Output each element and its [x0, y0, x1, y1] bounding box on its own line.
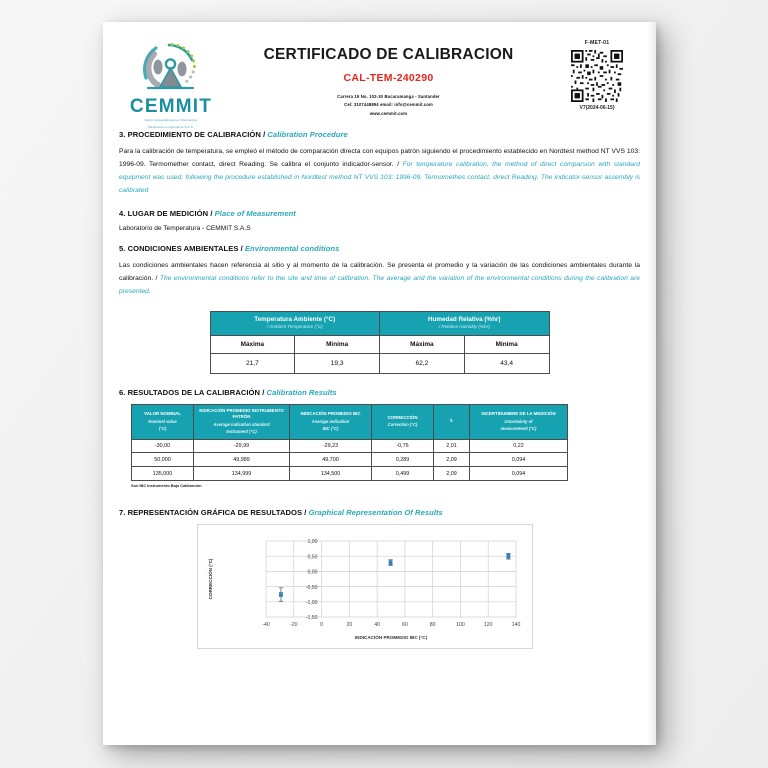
contact-website: www.cemmit.com	[369, 110, 408, 116]
temp-group-en: / Ambient Temperature (°C)	[266, 324, 323, 330]
table-header-row	[132, 404, 568, 439]
col-uncertainty	[470, 404, 568, 439]
results-footnote: Son IBC Instrumento Bajo Calibración	[131, 482, 202, 488]
col-ibc-indication	[290, 404, 372, 439]
col0-line1: VALOR NOMINAL	[144, 411, 181, 417]
temp-max-value: 21,7	[210, 353, 295, 373]
col5-en: Uncertainty of	[504, 418, 533, 424]
sep: /	[208, 209, 215, 219]
form-code: F-MET-01	[584, 40, 610, 46]
col1-line1: INDICACIÓN PROMEDIO	[199, 407, 251, 413]
humidity-max-value: 62,2	[380, 353, 465, 373]
contact-address: Carrera 19 No. 102-30 Bucaramanga - Santander	[337, 94, 440, 99]
cell-correction: -0,76	[372, 439, 434, 453]
cemmit-gauge-icon	[136, 38, 206, 96]
col3-line1: CORRECCIÓN	[387, 414, 418, 420]
section-7-title-en: Graphical Representation Of Results	[308, 507, 443, 517]
col2-line2: PROMEDIO IBC	[327, 411, 361, 417]
section-7-title-es: 7. REPRESENTACIÓN GRÁFICA DE RESULTADOS	[119, 507, 303, 517]
svg-text:-40: -40	[262, 621, 270, 628]
sep: /	[238, 244, 245, 254]
temp-group-es: Temperatura Ambiente (°C)	[254, 316, 336, 324]
contact-phone-email: Cel: 3107448894 email: info@cemmit.com	[344, 102, 433, 108]
cell-nominal: -30,00	[132, 439, 194, 453]
svg-text:CORRECCIÓN (°C): CORRECCIÓN (°C)	[208, 558, 213, 600]
col-k-factor	[434, 404, 470, 439]
col2-en: Average indication	[311, 418, 350, 424]
col5-line2: MEDICIÓN	[533, 411, 556, 417]
cell-correction: 0,289	[372, 453, 434, 467]
cell-ibc: 134,500	[290, 467, 372, 481]
humidity-group-en: / Relative Humidity (%hr)	[438, 324, 490, 330]
certificate-page	[103, 22, 656, 745]
humidity-min-value: 43,4	[464, 353, 549, 373]
section-3-title-es: 3. PROCEDIMIENTO DE CALIBRACIÓN	[119, 130, 261, 139]
table-row	[132, 467, 568, 481]
cell-standard: 134,999	[194, 467, 290, 481]
col1-en: Average indication standard	[213, 422, 270, 428]
cell-k: 2,09	[434, 453, 470, 467]
section-5-body-en: The environmental conditions refer to the site and time of calibration. The average and the variation of the environmental conditions during the calibration are presented.	[119, 275, 641, 296]
cell-ibc: 49,700	[290, 453, 372, 467]
svg-text:0,00: 0,00	[307, 569, 318, 576]
cell-uncertainty: 0,094	[470, 467, 568, 481]
svg-text:120: 120	[483, 621, 493, 628]
cell-standard: -29,99	[194, 439, 290, 453]
col2-unit: IBC (°C)	[322, 426, 339, 431]
cell-uncertainty: 0,094	[470, 453, 568, 467]
svg-text:60: 60	[401, 621, 408, 628]
cell-ibc: -29,23	[290, 439, 372, 453]
correction-scatter-plot	[198, 525, 532, 648]
humidity-group-es: Humedad Relativa (%hr)	[428, 316, 501, 324]
section-3-body-en: For temperature calibration, the method of direct comparsion with standard equipment was used, following the procedure established in Nordtest method NT VVS 103: 1996-09. Termomethes contact, direct Reading. The indicator-sensor assembly is calibrated	[119, 160, 640, 194]
col-correction	[372, 404, 434, 439]
header-center	[223, 34, 554, 118]
cell-standard: 49,989	[194, 453, 290, 467]
col2-line1: INDICACIÓN	[300, 411, 327, 417]
col5-line1: INCERTIDUMBRE DE LA	[481, 411, 533, 417]
environmental-table-wrapper	[119, 311, 640, 374]
company-logo	[119, 34, 223, 129]
section-3-title-en: Calibration Procedure	[267, 130, 348, 139]
svg-text:100: 100	[456, 621, 465, 628]
section-5-body-es: Las condiciones ambientales hacen referencia al sitio y al momento de la calibración. Se presenta el promedio y la variación de las condiciones ambientales durante la calibración. /	[119, 262, 640, 283]
temp-min-header: Mínima	[295, 335, 380, 353]
version-code: V7(2024-06-15)	[579, 105, 615, 111]
col-standard-indication	[194, 404, 290, 439]
section-4-title-es: 4. LUGAR DE MEDICIÓN	[119, 209, 209, 219]
table-row	[210, 353, 549, 373]
humidity-max-header: Máxima	[380, 335, 465, 353]
col3-unit: Correction (°C)	[387, 422, 418, 428]
cell-nominal: 135,000	[132, 467, 194, 481]
logo-subtitle-line2: Mediciones e Ingeniería S.A.S.	[148, 124, 194, 129]
section-4-heading	[119, 209, 640, 218]
col4-line1: k	[450, 418, 453, 424]
humidity-min-header: Mínima	[464, 335, 549, 353]
col5-unit: measurement (°C)	[500, 426, 537, 431]
svg-text:INDICACIÓN PROMEDIO IBC (°C): INDICACIÓN PROMEDIO IBC (°C)	[354, 634, 428, 640]
svg-text:140: 140	[511, 621, 521, 628]
logo-subtitle-line1: Centro Especializado en Metrología,	[144, 118, 198, 122]
results-chart	[197, 524, 533, 649]
cell-correction: 0,499	[372, 467, 434, 481]
sep: /	[260, 387, 267, 397]
certificate-code: CAL-TEM-240290	[343, 72, 434, 84]
section-4-title-en: Place of Measurement	[214, 209, 296, 219]
section-7-heading	[119, 508, 640, 517]
section-3-body-es: Para la calibración de temperatura, se empleó el método de comparación directa con equipos patrón siguiendo el procedimiento establecido en Nordtest method NT VVS 103: 1996-09. Termomether contact, direct Reading. Se calibra el conjunto indicador-sensor. /	[119, 148, 640, 168]
section-3-body	[119, 146, 640, 197]
col0-unit: (°C)	[158, 426, 167, 431]
calibration-results-table	[131, 404, 568, 481]
cell-nominal: 50,000	[132, 453, 194, 467]
qr-code-icon	[571, 50, 623, 102]
col-nominal-value	[132, 404, 194, 439]
table-row	[132, 439, 568, 453]
temp-group-header	[210, 312, 380, 336]
document-header	[119, 34, 640, 130]
sep: /	[260, 130, 268, 139]
svg-text:-1,50: -1,50	[305, 615, 318, 622]
col0-line2: Nominal value	[148, 418, 177, 424]
logo-wordmark: CEMMIT	[129, 96, 213, 117]
cell-k: 2,01	[434, 439, 470, 453]
svg-text:0: 0	[320, 621, 324, 628]
svg-text:80: 80	[429, 621, 436, 628]
svg-text:-20: -20	[290, 621, 298, 628]
section-4-body: Laboratorio de Temperatura - CEMMIT S.A.S	[119, 225, 251, 233]
temp-min-value: 19,3	[295, 353, 380, 373]
humidity-group-header	[380, 312, 550, 336]
svg-text:-0,50: -0,50	[305, 584, 318, 591]
col1-line2: INSTRUMENTO PATRÓN	[232, 407, 284, 420]
environmental-conditions-table	[210, 311, 550, 374]
certificate-title: CERTIFICADO DE CALIBRACION	[263, 46, 514, 63]
svg-text:0,50: 0,50	[307, 554, 318, 561]
svg-text:1,00: 1,00	[307, 539, 318, 546]
section-3-heading	[119, 130, 640, 139]
table-header-row	[210, 312, 549, 336]
section-6-title-es: 6. RESULTADOS DE LA CALIBRACIÓN	[119, 387, 261, 397]
section-5-body	[119, 260, 640, 299]
svg-text:-1,00: -1,00	[305, 599, 318, 606]
section-6-heading	[119, 388, 640, 397]
col1-unit: Instrument (°C)	[226, 429, 257, 435]
cell-k: 2,09	[434, 467, 470, 481]
section-5-title-en: Environmental conditions	[244, 244, 340, 254]
section-5-title-es: 5. CONDICIONES AMBIENTALES	[119, 244, 239, 254]
temp-max-header: Máxima	[210, 335, 295, 353]
sep: /	[302, 507, 309, 517]
svg-text:40: 40	[374, 621, 381, 628]
section-5-heading	[119, 244, 640, 253]
table-row	[132, 453, 568, 467]
cell-uncertainty: 0,22	[470, 439, 568, 453]
table-subheader-row	[210, 335, 549, 353]
svg-text:20: 20	[346, 621, 353, 628]
section-6-title-en: Calibration Results	[266, 387, 337, 397]
header-right	[554, 34, 640, 111]
results-table-wrapper	[131, 404, 640, 481]
